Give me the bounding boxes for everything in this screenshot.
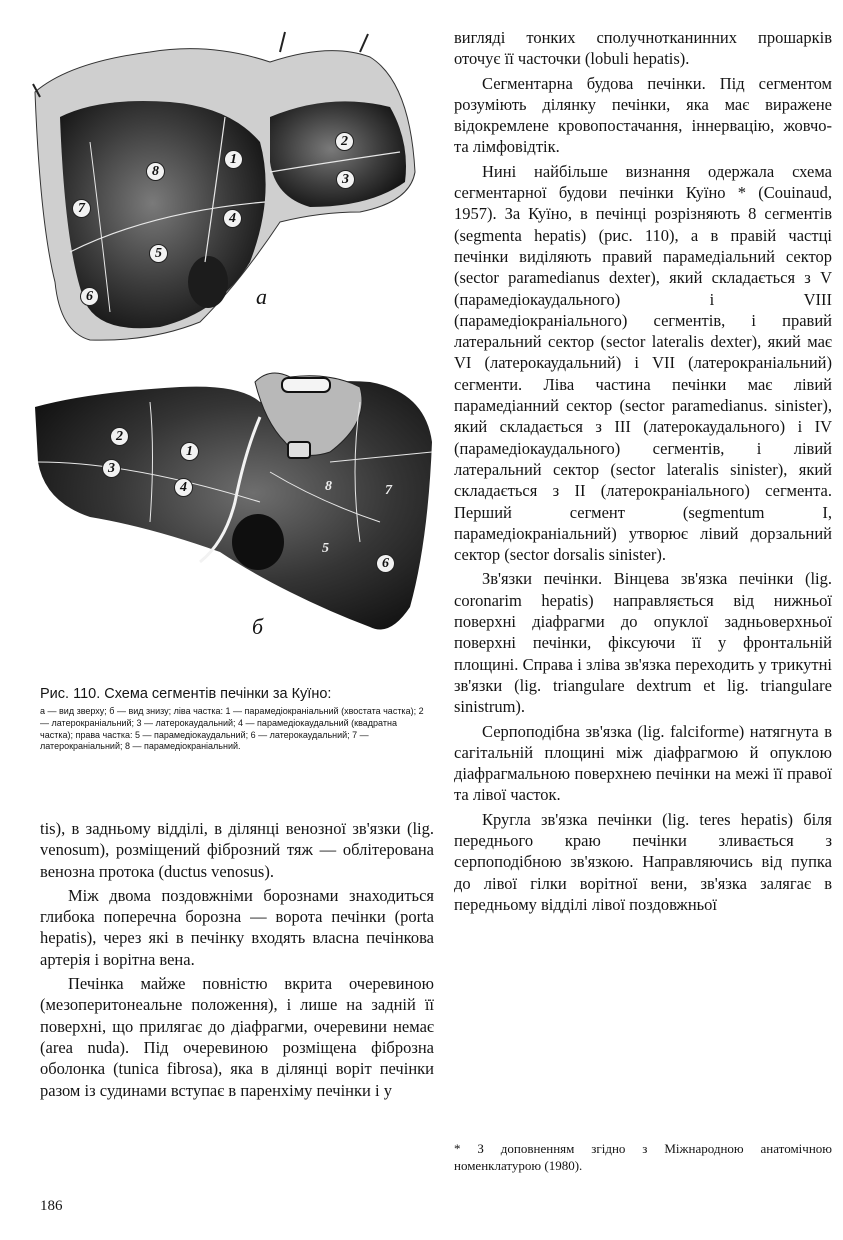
caption-title: Рис. 110. Схема сегментів печінки за Куїно: (40, 686, 332, 702)
liver-illustration (30, 22, 438, 678)
figure-caption (40, 686, 432, 753)
paragraph: Між двома поздовжніми борознами знаходиться глибока поперечна борозна — ворота печінки (porta hepatis), через які в печінку входять власна печінкова артерія і ворітна вена. (40, 885, 434, 969)
paragraph: вигляді тонких сполучнотканинних прошарків оточує її часточки (lobuli hepatis). (454, 28, 832, 69)
segment-label: 2 (110, 427, 129, 446)
paragraph: Сегментарна будова печінки. Під сегментом розуміють ділянку печінки, яка має виражене відокремлене кровопостачання, іннервацію, жовчо- та лімфовідтік. (454, 73, 832, 157)
panel-a-label: а (256, 284, 267, 309)
segment-label: 7 (385, 483, 392, 498)
paragraph: Зв'язки печінки. Вінцева зв'язка печінки (lig. coronarim hepatis) направляється від нижньої поверхні діафрагми до опуклої задньоверхньої поверхні печінки, фіксуючи її у фронтальній площині. Справа і зліва зв'язка переходить у трикутні зв'язки (lig. triangulare dextrum et lig. triangulare sinistrum). (454, 569, 832, 717)
panel-b-label: б (252, 614, 264, 639)
segment-label: 6 (80, 287, 99, 306)
caption-legend: а — вид зверху; б — вид знизу; ліва частка: 1 — парамедіокраніальний (хвостата частка); 2 — латерокраніальний; 3 — латерокаудальний; 4 — парамедіокаудальний (квадратна частка); права частка: 5 — парамедіокаудальний; 6 — латерокаудальний; 7 — латерокраніальний; 8 — парамедіокраніальний. (40, 706, 424, 752)
paragraph: Нині найбільше визнання одержала схема сегментарної будови печінки Куїно * (Couinaud, 1957). За Куїно, в печінці розрізняють 8 сегментів (segmenta hepatis) (рис. 110), а в правій частці печінки виділяють правий парамедіальний сектор (sector paramedianus dexter), який складається з V (парамедіокаудального) і VIII (парамедіокраніального) сегментів, і правий латеральний сектор (sector lateralis dexter), який має VI (латерокаудальний) і VII (латерокраніальний) сегменти. Ліва частина печінки має лівий парамедіанний сектор (sector paramedianus. sinister), який складається з III (латерокаудального) і IV (парамедіокаудального) сегментів, і лівий латеральний сектор (sector lateralis sinister), який складається з II (латерокраніального) сегмента. Перший сегмент (segmentum I, парамедіокраніальний) утворює лівий дорзальний сектор (sector dorsalis sinister). (454, 161, 832, 565)
paragraph: Печінка майже повністю вкрита очеревиною (мезоперитонеальне положення), і лише на задній її поверхні, що прилягає до діафрагми, очеревини немає (area nuda). Під очеревиною розміщена фіброзна оболонка (tunica fibrosa), яка в ділянці воріт печінки разом із судинами вступає в паренхіму печінки і у (40, 974, 434, 1100)
paragraph: Серпоподібна зв'язка (lig. falciforme) натягнута в сагітальній площині між діафрагмою й опуклою діафрагмальною поверхнею печінки на межі її правої та лівої часток. (454, 721, 832, 805)
segment-label: 5 (322, 541, 329, 556)
segment-label: 4 (223, 209, 242, 228)
paragraph: tis), в задньому відділі, в ділянці венозної зв'язки (lig. venosum), розміщений фіброзний тяж — облітерована венозна протока (ductus venosus). (40, 819, 434, 881)
page-number: 186 (40, 1198, 63, 1214)
right-column (454, 27, 832, 915)
segment-label: 8 (325, 479, 332, 494)
liver-segments-figure (30, 22, 438, 678)
segment-label: 7 (72, 199, 91, 218)
segment-label: 1 (224, 150, 243, 169)
segment-label: 6 (376, 554, 395, 573)
liver-bottom-view (35, 373, 432, 630)
paragraph: Кругла зв'язка печінки (lig. teres hepatis) біля переднього краю печінки зливається з серпоподібною зв'язкою. Направляючись від пупка до лівої гілки ворітної вени, зв'язка залягає в передньому відділі лівої поздовжньої (454, 809, 832, 914)
segment-label: 1 (180, 442, 199, 461)
segment-label: 2 (335, 132, 354, 151)
segment-label: 4 (174, 478, 193, 497)
left-column (40, 818, 434, 1101)
segment-label: 3 (336, 170, 355, 189)
segment-label: 3 (102, 459, 121, 478)
footnote: * З доповненням згідно з Міжнародною анатомічною номенклатурою (1980). (454, 1141, 832, 1173)
segment-label: 5 (149, 244, 168, 263)
segment-label: 8 (146, 162, 165, 181)
